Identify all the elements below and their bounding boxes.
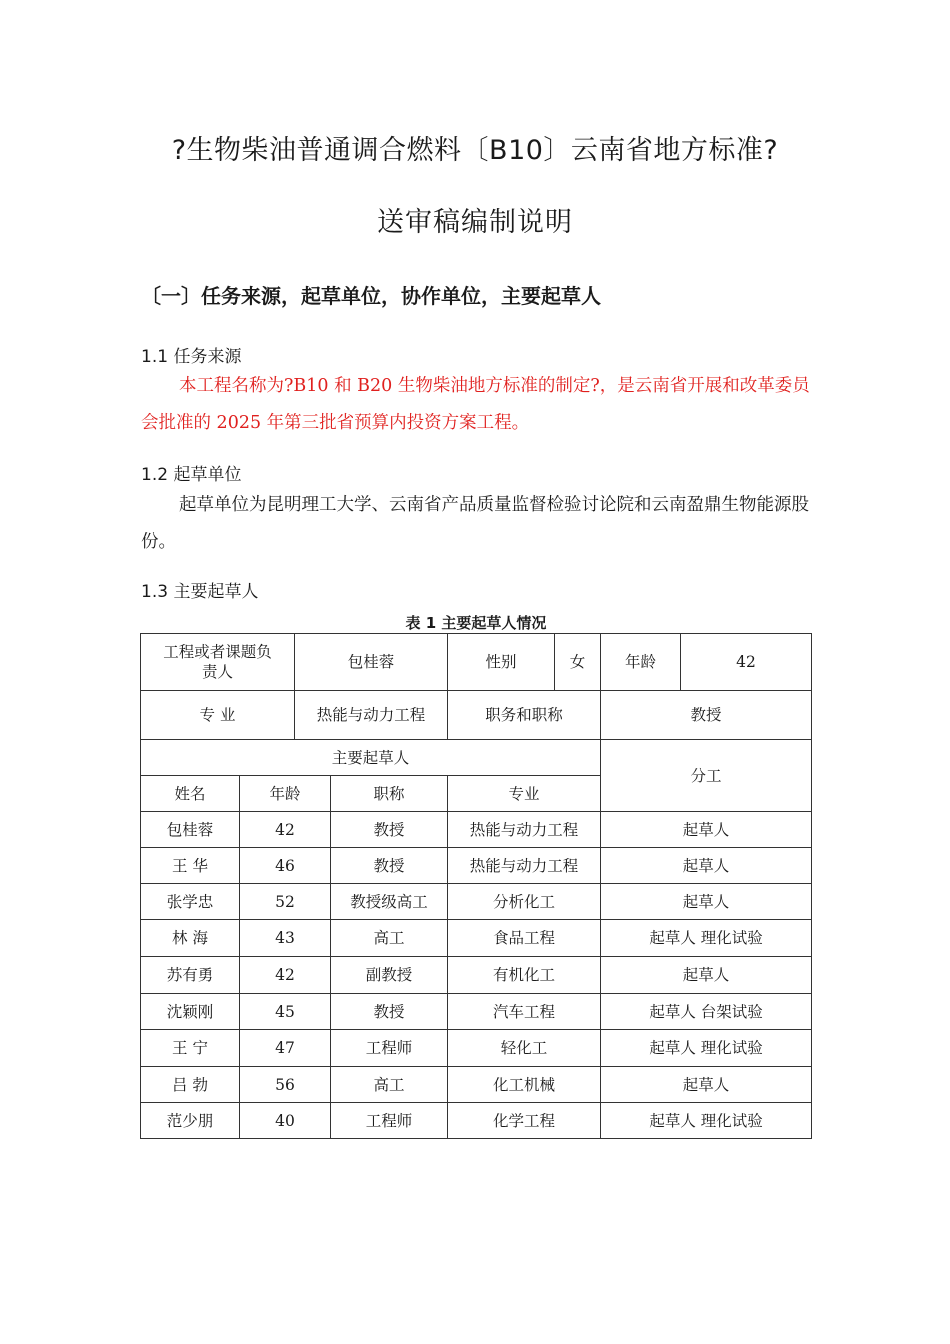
cell-major: 食品工程 bbox=[448, 920, 601, 957]
cell-major: 有机化工 bbox=[448, 957, 601, 994]
cell-name: 张学忠 bbox=[141, 884, 240, 920]
document-title: ?生物柴油普通调合燃料〔B10〕云南省地方标准? bbox=[171, 135, 779, 166]
cell-role: 起草人 bbox=[601, 848, 812, 884]
table-row bbox=[141, 884, 812, 920]
cell-role: 起草人 bbox=[601, 1067, 812, 1103]
age-label-cell: 年龄 bbox=[601, 634, 681, 691]
task-source-paragraph bbox=[141, 368, 813, 442]
col-header-age: 年龄 bbox=[240, 776, 331, 812]
cell-name: 吕 勃 bbox=[141, 1067, 240, 1103]
cell-role: 起草人 bbox=[601, 957, 812, 994]
title-cell: 教授 bbox=[601, 691, 812, 740]
task-source-text: 本工程名称为?B10 和 B20 生物柴油地方标准的制定?，是云南省开展和改革委员会批准的 2025 年第三批省预算内投资方案工程。 bbox=[141, 376, 810, 433]
cell-title: 高工 bbox=[331, 1067, 448, 1103]
drafting-unit-text: 起草单位为昆明理工大学、云南省产品质量监督检验讨论院和云南盈鼎生物能源股份。 bbox=[141, 495, 809, 552]
cell-major: 化学工程 bbox=[448, 1103, 601, 1139]
table-row bbox=[141, 994, 812, 1030]
cell-name: 林 海 bbox=[141, 920, 240, 957]
cell-title: 副教授 bbox=[331, 957, 448, 994]
table-row bbox=[141, 1030, 812, 1067]
major-label-cell: 专 业 bbox=[141, 691, 295, 740]
subsection-heading-1-2: 1.2 起草单位 bbox=[141, 465, 242, 485]
section-heading: 〔一〕任务来源，起草单位，协作单位，主要起草人 bbox=[141, 284, 601, 308]
table-row bbox=[141, 848, 812, 884]
table-caption: 表 1 主要起草人情况 bbox=[405, 614, 547, 632]
col-header-title: 职称 bbox=[331, 776, 448, 812]
table-row bbox=[141, 812, 812, 848]
table-row bbox=[141, 920, 812, 957]
cell-age: 40 bbox=[240, 1103, 331, 1139]
subsection-heading-1-1: 1.1 任务来源 bbox=[141, 347, 242, 367]
cell-title: 教授 bbox=[331, 994, 448, 1030]
gender-label-cell: 性别 bbox=[448, 634, 555, 691]
division-header-cell: 分工 bbox=[601, 740, 812, 812]
cell-role: 起草人 bbox=[601, 812, 812, 848]
table-row bbox=[141, 957, 812, 994]
subsection-heading-1-3: 1.3 主要起草人 bbox=[141, 582, 259, 602]
cell-name: 范少朋 bbox=[141, 1103, 240, 1139]
drafters-table bbox=[140, 633, 812, 1139]
age-cell: 42 bbox=[681, 634, 812, 691]
cell-name: 苏有勇 bbox=[141, 957, 240, 994]
cell-major: 热能与动力工程 bbox=[448, 812, 601, 848]
cell-major: 化工机械 bbox=[448, 1067, 601, 1103]
cell-name: 王 华 bbox=[141, 848, 240, 884]
table-row bbox=[141, 1067, 812, 1103]
cell-age: 42 bbox=[240, 957, 331, 994]
cell-role: 起草人 理化试验 bbox=[601, 1030, 812, 1067]
cell-title: 工程师 bbox=[331, 1030, 448, 1067]
cell-age: 52 bbox=[240, 884, 331, 920]
cell-major: 热能与动力工程 bbox=[448, 848, 601, 884]
cell-name: 沈颖刚 bbox=[141, 994, 240, 1030]
cell-age: 45 bbox=[240, 994, 331, 1030]
cell-major: 分析化工 bbox=[448, 884, 601, 920]
cell-age: 43 bbox=[240, 920, 331, 957]
cell-age: 47 bbox=[240, 1030, 331, 1067]
cell-name: 王 宁 bbox=[141, 1030, 240, 1067]
title-label-cell: 职务和职称 bbox=[448, 691, 601, 740]
cell-role: 起草人 理化试验 bbox=[601, 920, 812, 957]
cell-role: 起草人 理化试验 bbox=[601, 1103, 812, 1139]
cell-title: 教授 bbox=[331, 812, 448, 848]
cell-role: 起草人 台架试验 bbox=[601, 994, 812, 1030]
gender-cell: 女 bbox=[555, 634, 601, 691]
col-header-name: 姓名 bbox=[141, 776, 240, 812]
cell-title: 教授 bbox=[331, 848, 448, 884]
cell-title: 工程师 bbox=[331, 1103, 448, 1139]
major-cell: 热能与动力工程 bbox=[295, 691, 448, 740]
leader-name-cell: 包桂蓉 bbox=[295, 634, 448, 691]
cell-major: 轻化工 bbox=[448, 1030, 601, 1067]
col-header-major: 专业 bbox=[448, 776, 601, 812]
cell-role: 起草人 bbox=[601, 884, 812, 920]
cell-name: 包桂蓉 bbox=[141, 812, 240, 848]
cell-major: 汽车工程 bbox=[448, 994, 601, 1030]
leader-label: 工程或者课题负责人 bbox=[163, 643, 272, 681]
drafters-header-cell: 主要起草人 bbox=[141, 740, 601, 776]
cell-age: 42 bbox=[240, 812, 331, 848]
leader-label-cell bbox=[141, 634, 295, 691]
drafting-unit-paragraph bbox=[141, 487, 813, 561]
cell-age: 46 bbox=[240, 848, 331, 884]
cell-title: 高工 bbox=[331, 920, 448, 957]
cell-title: 教授级高工 bbox=[331, 884, 448, 920]
document-subtitle: 送审稿编制说明 bbox=[377, 207, 573, 238]
table-row bbox=[141, 1103, 812, 1139]
cell-age: 56 bbox=[240, 1067, 331, 1103]
